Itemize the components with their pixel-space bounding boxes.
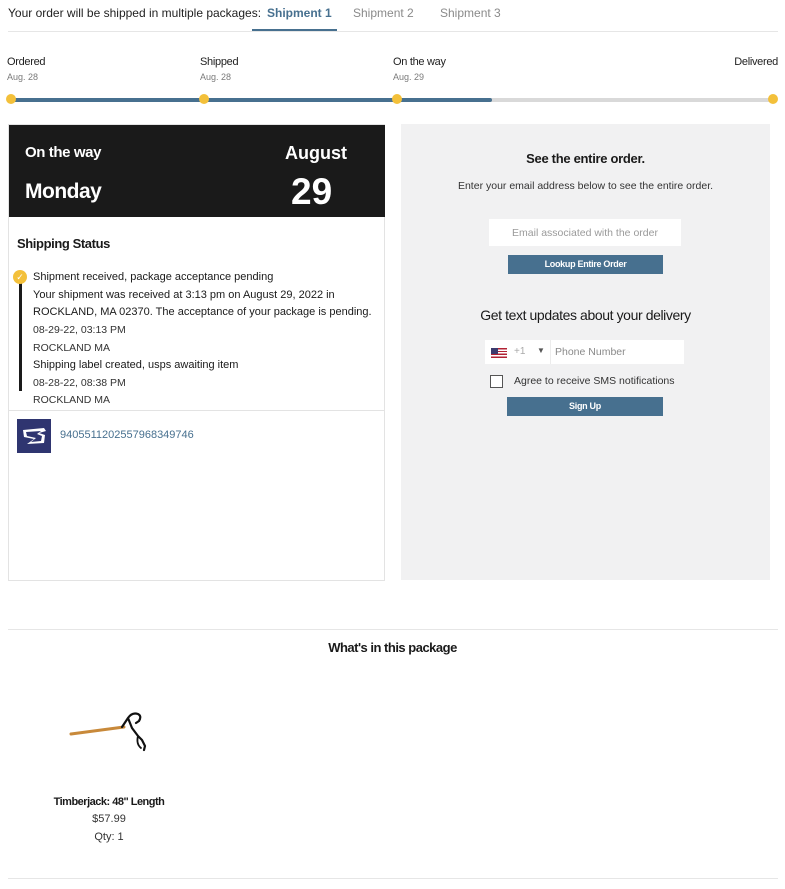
sms-agree-checkbox[interactable] xyxy=(490,375,503,388)
package-title: What's in this package xyxy=(328,640,457,655)
lookup-entire-order-button[interactable]: Lookup Entire Order xyxy=(508,255,663,274)
progress-dot-shipped xyxy=(199,94,209,104)
shipment-tabs xyxy=(8,0,778,32)
progress-dot-ordered xyxy=(6,94,16,104)
step-ordered xyxy=(7,56,45,82)
step-label: Delivered xyxy=(734,56,778,68)
estimate-date: 29 xyxy=(291,171,333,212)
progress-dot-on-the-way xyxy=(392,94,402,104)
shipment-progress xyxy=(0,56,785,108)
lookup-title: See the entire order. xyxy=(526,151,645,166)
sms-agree-label: Agree to receive SMS notifications xyxy=(514,375,675,387)
progress-fill xyxy=(11,98,492,102)
tracking-number-link[interactable]: 9405511202557968349746 xyxy=(60,429,194,441)
timeline-line xyxy=(19,273,22,391)
event-detail: ROCKLAND, MA 02370. The acceptance of your package is pending. xyxy=(33,306,372,318)
estimate-month: August xyxy=(285,143,347,163)
active-tab-indicator xyxy=(252,29,337,31)
event-location: ROCKLAND MA xyxy=(33,342,111,354)
step-label: Shipped xyxy=(200,56,239,68)
email-input[interactable] xyxy=(489,219,681,246)
tab-shipment-2[interactable]: Shipment 2 xyxy=(353,6,414,20)
event-detail: Your shipment was received at 3:13 pm on August 29, 2022 in xyxy=(33,289,335,301)
usps-logo-icon xyxy=(17,419,51,453)
event-datetime: 08-28-22, 08:38 PM xyxy=(33,377,126,389)
chevron-down-icon[interactable]: ▼ xyxy=(537,346,545,355)
section-divider xyxy=(8,878,778,879)
product-name[interactable]: Timberjack: 48" Length xyxy=(53,796,165,808)
step-date: Aug. 28 xyxy=(200,72,232,82)
status-text: On the way xyxy=(25,144,102,161)
multiple-packages-label: Your order will be shipped in multiple packages: xyxy=(8,6,262,20)
product-qty: Qty: 1 xyxy=(94,831,124,843)
check-icon: ✓ xyxy=(13,270,27,284)
phone-field xyxy=(485,340,684,364)
step-on-the-way xyxy=(393,56,446,82)
tracking-card xyxy=(8,124,385,581)
tab-shipment-3[interactable]: Shipment 3 xyxy=(440,6,501,20)
delivery-estimate-header xyxy=(9,125,385,217)
sms-title: Get text updates about your delivery xyxy=(480,307,691,323)
section-divider xyxy=(8,629,778,630)
phone-input[interactable] xyxy=(555,340,680,364)
event-datetime: 08-29-22, 03:13 PM xyxy=(33,324,126,336)
step-date: Aug. 29 xyxy=(393,72,425,82)
event-location: ROCKLAND MA xyxy=(33,394,111,406)
estimate-day: Monday xyxy=(25,180,102,203)
order-actions-panel xyxy=(401,124,770,580)
phone-separator xyxy=(550,340,551,364)
lookup-subtitle: Enter your email address below to see the entire order. xyxy=(457,180,714,192)
step-label: On the way xyxy=(393,56,446,68)
carrier-divider xyxy=(9,410,385,411)
us-flag-icon[interactable] xyxy=(491,348,507,358)
shipping-status-title: Shipping Status xyxy=(17,236,110,251)
sign-up-button[interactable]: Sign Up xyxy=(507,397,663,416)
step-date: Aug. 28 xyxy=(7,72,39,82)
step-delivered xyxy=(734,56,778,68)
tab-shipment-1[interactable]: Shipment 1 xyxy=(267,6,332,20)
step-label: Ordered xyxy=(7,56,46,68)
step-shipped xyxy=(200,56,238,82)
progress-dot-delivered xyxy=(768,94,778,104)
country-code[interactable]: +1 xyxy=(514,346,526,357)
product-price: $57.99 xyxy=(92,813,126,825)
product-image[interactable] xyxy=(68,710,150,756)
event-title: Shipment received, package acceptance pending xyxy=(33,271,274,283)
event-title: Shipping label created, usps awaiting item xyxy=(33,359,239,371)
